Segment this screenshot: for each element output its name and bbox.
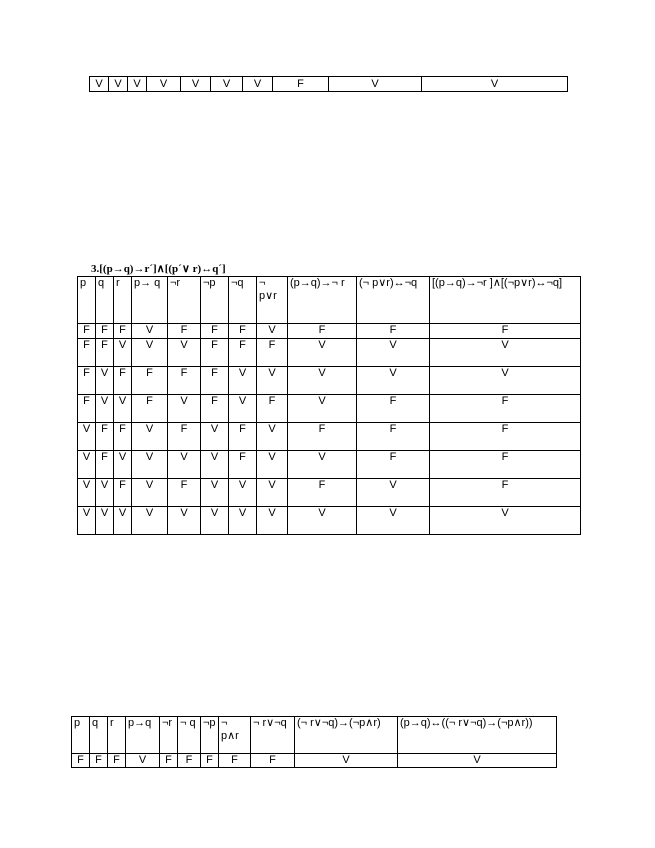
table-cell: V bbox=[132, 423, 168, 451]
table-cell: F bbox=[201, 754, 219, 768]
truth-table-fragment bbox=[89, 76, 568, 92]
column-header: p→q bbox=[126, 717, 160, 754]
table-cell: F bbox=[219, 754, 251, 768]
table-cell: V bbox=[257, 367, 288, 395]
table-cell: F bbox=[132, 395, 168, 423]
table-cell: V bbox=[78, 507, 96, 535]
table-cell: F bbox=[257, 395, 288, 423]
table-cell: F bbox=[430, 479, 581, 507]
column-header: ¬ p∨r bbox=[257, 277, 288, 324]
table-row bbox=[78, 395, 581, 423]
table-cell: F bbox=[430, 423, 581, 451]
table-row bbox=[90, 77, 568, 92]
table-cell: V bbox=[168, 507, 201, 535]
table-cell: V bbox=[132, 507, 168, 535]
table-cell: F bbox=[114, 479, 132, 507]
table-cell: V bbox=[132, 324, 168, 339]
column-header: (p→q)→¬ r bbox=[288, 277, 357, 324]
table-cell: V bbox=[96, 367, 114, 395]
column-header: (¬ p∨r)↔¬q bbox=[357, 277, 430, 324]
table-row bbox=[78, 339, 581, 367]
table-cell: F bbox=[96, 339, 114, 367]
table-row bbox=[78, 507, 581, 535]
table-cell: F bbox=[160, 754, 178, 768]
table-cell: V bbox=[201, 451, 229, 479]
table-cell: V bbox=[357, 507, 430, 535]
table-cell: V bbox=[288, 395, 357, 423]
table-row bbox=[78, 451, 581, 479]
table-cell: F bbox=[78, 367, 96, 395]
table-cell: V bbox=[357, 479, 430, 507]
table-cell: F bbox=[168, 423, 201, 451]
column-header: (¬ r∨¬q)→(¬p∧r) bbox=[295, 717, 398, 754]
table-cell: V bbox=[201, 479, 229, 507]
table-cell: F bbox=[168, 367, 201, 395]
table-cell: F bbox=[288, 324, 357, 339]
table-row bbox=[72, 754, 557, 768]
table-cell: F bbox=[357, 451, 430, 479]
column-header: r bbox=[114, 277, 132, 324]
table-cell: V bbox=[168, 451, 201, 479]
table-cell: V bbox=[257, 423, 288, 451]
table-cell: V bbox=[132, 479, 168, 507]
table-cell: F bbox=[201, 324, 229, 339]
table-cell: V bbox=[211, 77, 243, 92]
column-header: q bbox=[90, 717, 108, 754]
column-header: p bbox=[72, 717, 90, 754]
column-header: ¬ q bbox=[178, 717, 201, 754]
table-cell: F bbox=[114, 367, 132, 395]
table-cell: V bbox=[109, 77, 128, 92]
table-cell: V bbox=[132, 339, 168, 367]
table-cell: V bbox=[357, 367, 430, 395]
table-cell: F bbox=[357, 423, 430, 451]
table-cell: F bbox=[288, 479, 357, 507]
column-header: ¬q bbox=[229, 277, 257, 324]
table-cell: V bbox=[357, 339, 430, 367]
table-cell: V bbox=[132, 451, 168, 479]
column-header: ¬p bbox=[201, 717, 219, 754]
table-cell: V bbox=[114, 339, 132, 367]
table-cell: V bbox=[295, 754, 398, 768]
table-cell: V bbox=[114, 507, 132, 535]
table-cell: F bbox=[357, 324, 430, 339]
table-cell: V bbox=[288, 507, 357, 535]
table-cell: V bbox=[430, 507, 581, 535]
column-header: ¬r bbox=[160, 717, 178, 754]
table-header-row bbox=[78, 277, 581, 324]
table-cell: F bbox=[114, 423, 132, 451]
table-cell: V bbox=[114, 451, 132, 479]
table-cell: V bbox=[329, 77, 422, 92]
table-cell: V bbox=[96, 395, 114, 423]
table-cell: F bbox=[357, 395, 430, 423]
table-cell: V bbox=[126, 754, 160, 768]
table-row bbox=[78, 423, 581, 451]
table-cell: V bbox=[168, 339, 201, 367]
column-header: (p→q)↔((¬ r∨¬q)→(¬p∧r)) bbox=[398, 717, 557, 754]
table-cell: F bbox=[168, 324, 201, 339]
table-cell: F bbox=[72, 754, 90, 768]
table-row bbox=[78, 479, 581, 507]
table-cell: V bbox=[78, 479, 96, 507]
table-cell: V bbox=[430, 339, 581, 367]
table-cell: F bbox=[114, 324, 132, 339]
column-header: ¬p bbox=[201, 277, 229, 324]
table-cell: F bbox=[201, 339, 229, 367]
truth-table-biconditional bbox=[71, 716, 557, 768]
table-cell: F bbox=[96, 423, 114, 451]
table-cell: F bbox=[229, 423, 257, 451]
table-cell: V bbox=[90, 77, 109, 92]
table-cell: F bbox=[90, 754, 108, 768]
table-cell: F bbox=[96, 324, 114, 339]
table-cell: V bbox=[78, 451, 96, 479]
table-cell: F bbox=[78, 324, 96, 339]
section-heading: 3.[(p→q)→r´]∧[(p´∨ r)↔q´] bbox=[91, 263, 226, 275]
table-cell: V bbox=[422, 77, 568, 92]
table-cell: V bbox=[96, 479, 114, 507]
table-cell: V bbox=[229, 479, 257, 507]
table-cell: F bbox=[108, 754, 126, 768]
table-cell: F bbox=[430, 451, 581, 479]
table-cell: F bbox=[229, 324, 257, 339]
table-cell: F bbox=[201, 367, 229, 395]
table-row bbox=[78, 324, 581, 339]
table-cell: V bbox=[128, 77, 147, 92]
table-cell: F bbox=[78, 395, 96, 423]
table-cell: V bbox=[114, 395, 132, 423]
table-cell: V bbox=[398, 754, 557, 768]
table-cell: V bbox=[201, 423, 229, 451]
table-cell: V bbox=[430, 367, 581, 395]
table-cell: V bbox=[288, 367, 357, 395]
table-cell: V bbox=[181, 77, 211, 92]
table-cell: V bbox=[229, 395, 257, 423]
column-header: ¬r bbox=[168, 277, 201, 324]
table-cell: F bbox=[132, 367, 168, 395]
column-header: r bbox=[108, 717, 126, 754]
table-row bbox=[78, 367, 581, 395]
table-cell: V bbox=[288, 339, 357, 367]
table-header-row bbox=[72, 717, 557, 754]
table-cell: F bbox=[78, 339, 96, 367]
table-cell: F bbox=[273, 77, 329, 92]
column-header: p→ q bbox=[132, 277, 168, 324]
truth-table-section-3 bbox=[77, 276, 581, 535]
table-cell: V bbox=[257, 507, 288, 535]
table-cell: F bbox=[430, 395, 581, 423]
table-cell: F bbox=[178, 754, 201, 768]
table-cell: V bbox=[243, 77, 273, 92]
table-cell: F bbox=[288, 423, 357, 451]
table-cell: V bbox=[229, 367, 257, 395]
table-cell: F bbox=[168, 479, 201, 507]
table-cell: V bbox=[288, 451, 357, 479]
table-cell: F bbox=[430, 324, 581, 339]
table-cell: F bbox=[251, 754, 295, 768]
column-header: p bbox=[78, 277, 96, 324]
table-cell: V bbox=[96, 507, 114, 535]
column-header: ¬ p∧r bbox=[219, 717, 251, 754]
table-cell: F bbox=[229, 339, 257, 367]
table-cell: V bbox=[257, 451, 288, 479]
table-cell: V bbox=[147, 77, 181, 92]
column-header: ¬ r∨¬q bbox=[251, 717, 295, 754]
table-cell: F bbox=[96, 451, 114, 479]
table-cell: V bbox=[168, 395, 201, 423]
column-header: [(p→q)→¬r ]∧[(¬p∨r)↔¬q] bbox=[430, 277, 581, 324]
table-cell: V bbox=[257, 324, 288, 339]
table-cell: F bbox=[229, 451, 257, 479]
table-cell: F bbox=[257, 339, 288, 367]
table-cell: F bbox=[201, 395, 229, 423]
column-header: q bbox=[96, 277, 114, 324]
table-cell: V bbox=[78, 423, 96, 451]
table-cell: V bbox=[229, 507, 257, 535]
table-cell: V bbox=[257, 479, 288, 507]
table-cell: V bbox=[201, 507, 229, 535]
